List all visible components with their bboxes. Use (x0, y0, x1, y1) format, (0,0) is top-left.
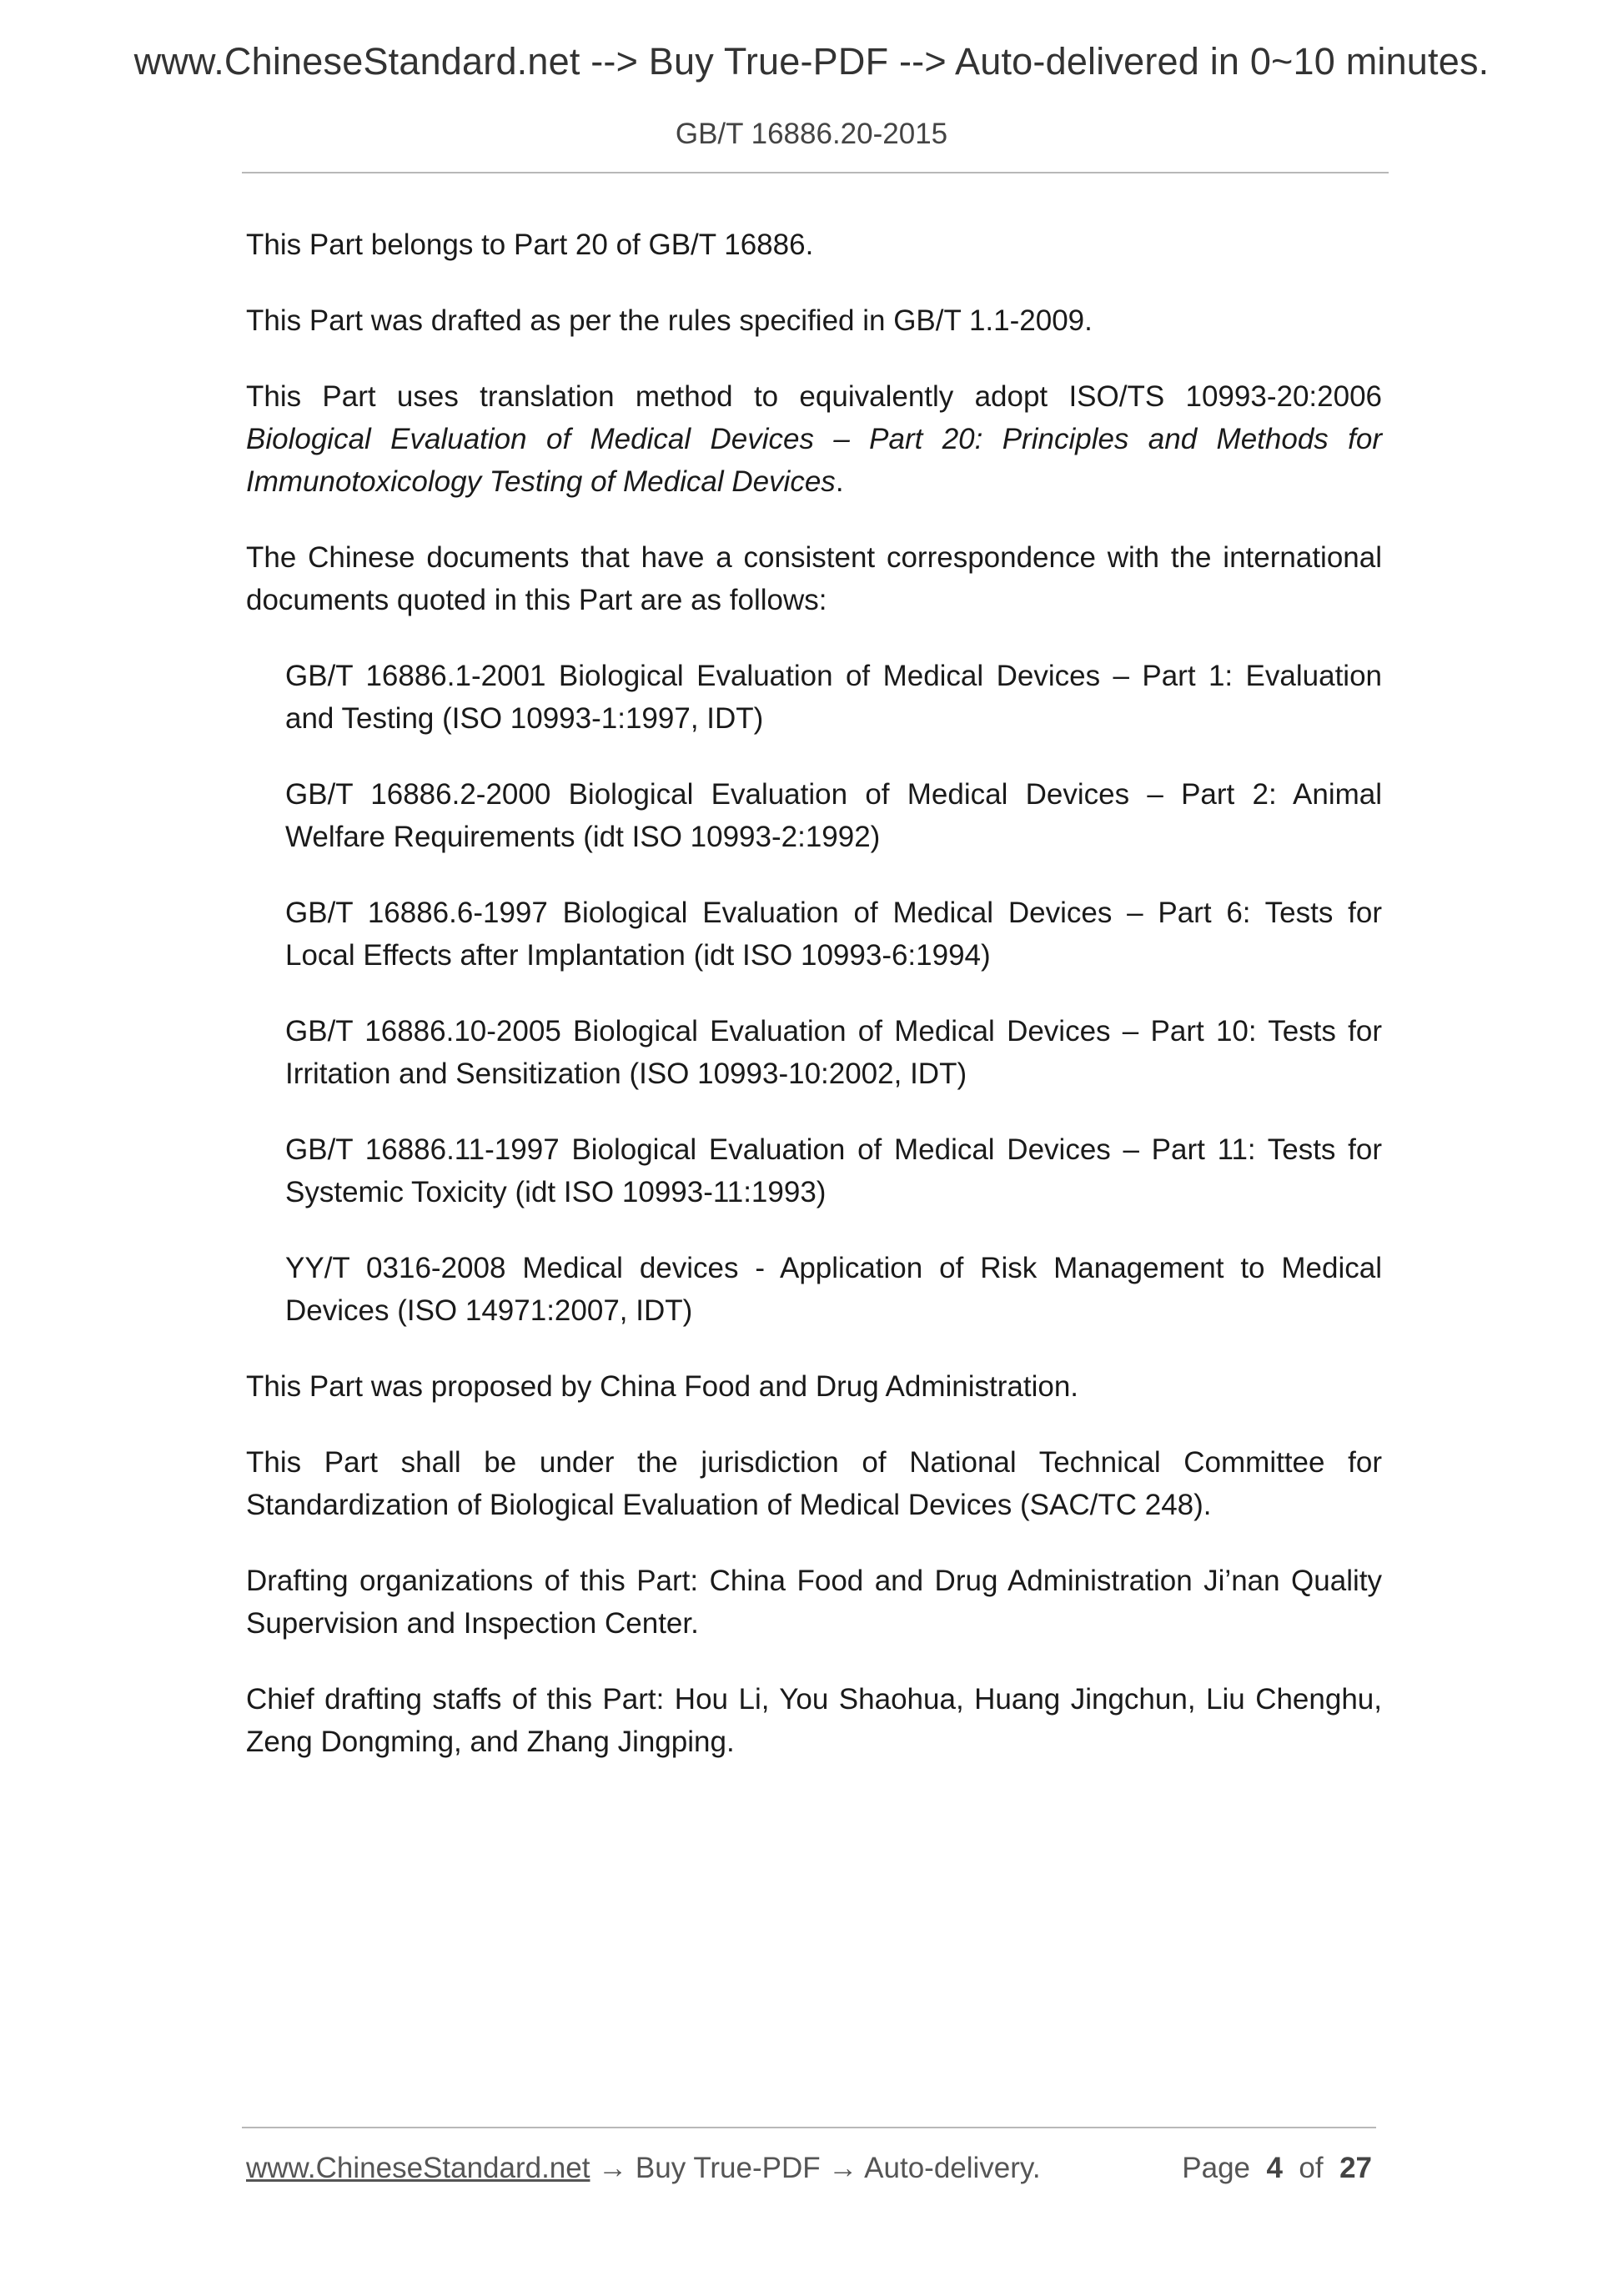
reference-item: GB/T 16886.11-1997 Biological Evaluation of Medical Devices – Part 11: Tests for Systemic Toxicity (idt ISO 10993-11:1993) (285, 1133, 1382, 1208)
reference-item: GB/T 16886.1-2001 Biological Evaluation of Medical Devices – Part 1: Evaluation and Testing (ISO 10993-1:1997, IDT) (285, 660, 1382, 735)
paragraph-adoption (246, 375, 1382, 503)
document-code: GB/T 16886.20-2015 (675, 118, 948, 150)
page-of-label: of (1299, 2152, 1324, 2184)
paragraph-chief-drafters: Chief drafting staffs of this Part: Hou Li, You Shaohua, Huang Jingchun, Liu Chenghu, Zeng Dongming, and Zhang Jingping. (246, 1683, 1382, 1758)
reference-item: GB/T 16886.2-2000 Biological Evaluation of Medical Devices – Part 2: Animal Welfare Requirements (idt ISO 10993-2:1992) (285, 778, 1382, 853)
reference-list (246, 655, 1382, 1332)
adoption-text: This Part uses translation method to equivalently adopt ISO/TS 10993-20:2006 (246, 380, 1382, 413)
document-body (246, 224, 1382, 1796)
paragraph-jurisdiction: This Part shall be under the jurisdiction of National Technical Committee for Standardization of Biological Evaluation of Medical Devices (SAC/TC 248). (246, 1446, 1382, 1521)
site-banner: www.ChineseStandard.net --> Buy True-PDF --> Auto-delivered in 0~10 minutes. (133, 40, 1490, 83)
footer-promo (246, 2152, 1041, 2185)
adoption-period: . (835, 465, 844, 498)
paragraph-proposed-by: This Part was proposed by China Food and Drug Administration. (246, 1370, 1079, 1403)
total-pages-number: 27 (1339, 2152, 1372, 2184)
footer-site-link[interactable]: www.ChineseStandard.net (246, 2152, 590, 2184)
page-indicator (1182, 2152, 1372, 2185)
reference-item: GB/T 16886.10-2005 Biological Evaluation of Medical Devices – Part 10: Tests for Irritation and Sensitization (ISO 10993-10:2002, IDT) (285, 1015, 1382, 1090)
header-divider (242, 172, 1389, 173)
footer-tagline: → Buy True-PDF → Auto-delivery. (590, 2152, 1041, 2184)
footer-divider (242, 2127, 1376, 2128)
paragraph-drafting-rules: This Part was drafted as per the rules specified in GB/T 1.1-2009. (246, 304, 1093, 337)
adopted-standard-title: Biological Evaluation of Medical Devices – Part 20: Principles and Methods for Immunotoxicology Testing of Medical Devices (246, 423, 1382, 498)
paragraph-drafting-organizations: Drafting organizations of this Part: China Food and Drug Administration Ji’nan Quality Supervision and Inspection Center. (246, 1565, 1382, 1640)
paragraph-part-belongs: This Part belongs to Part 20 of GB/T 16886. (246, 229, 814, 261)
paragraph-correspondence-intro: The Chinese documents that have a consistent correspondence with the international documents quoted in this Part are as follows: (246, 541, 1382, 616)
current-page-number: 4 (1266, 2152, 1283, 2184)
reference-item: YY/T 0316-2008 Medical devices - Application of Risk Management to Medical Devices (ISO 14971:2007, IDT) (285, 1252, 1382, 1327)
reference-item: GB/T 16886.6-1997 Biological Evaluation of Medical Devices – Part 6: Tests for Local Effects after Implantation (idt ISO 10993-6:1994) (285, 897, 1382, 972)
page-label: Page (1182, 2152, 1251, 2184)
